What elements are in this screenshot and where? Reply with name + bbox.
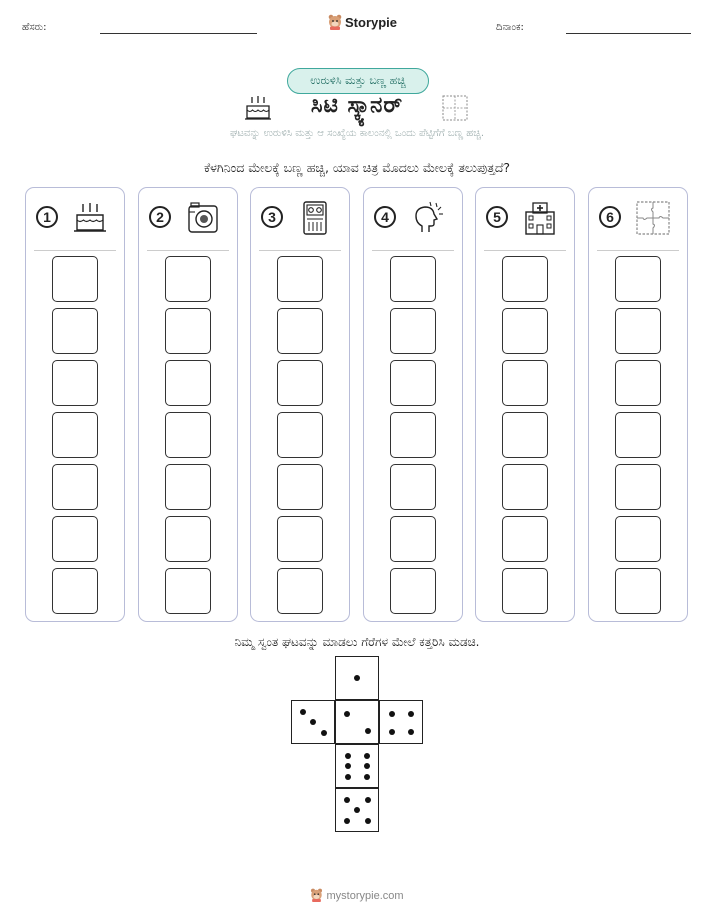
- color-box[interactable]: [277, 464, 323, 510]
- color-box[interactable]: [165, 568, 211, 614]
- pip: [310, 719, 316, 725]
- column-number: 6: [599, 206, 621, 228]
- date-label: ದಿನಾಂಕ:: [496, 22, 524, 33]
- color-box[interactable]: [390, 360, 436, 406]
- color-box[interactable]: [52, 568, 98, 614]
- color-box[interactable]: [52, 256, 98, 302]
- color-box[interactable]: [52, 308, 98, 354]
- camera-icon: [185, 200, 221, 236]
- color-box[interactable]: [615, 568, 661, 614]
- color-box[interactable]: [390, 464, 436, 510]
- color-box[interactable]: [390, 412, 436, 458]
- puzzle-icon: [635, 200, 671, 236]
- footer-url[interactable]: mystorypie.com: [326, 890, 404, 902]
- pip: [389, 729, 395, 735]
- pip: [345, 774, 351, 780]
- birthday-cake-icon: [72, 200, 108, 236]
- color-box[interactable]: [165, 412, 211, 458]
- worksheet-title: ಸಿಟಿ ಸ್ಕ್ಯಾನರ್: [310, 93, 404, 118]
- pip: [354, 675, 360, 681]
- color-box[interactable]: [165, 308, 211, 354]
- pip: [321, 730, 327, 736]
- pip: [389, 711, 395, 717]
- pip: [364, 753, 370, 759]
- footer: [0, 888, 714, 902]
- pip: [408, 729, 414, 735]
- die-face-1: [335, 656, 379, 700]
- worksheet-subtitle: ಘಟವನ್ನು ಉರುಳಿಸಿ ಮತ್ತು ಆ ಸಂಖ್ಯೆಯ ಕಾಲಂನಲ್ಲಿ ಒಂದು ಪೆಟ್ಟಿಗೆಗೆ ಬಣ್ಣ ಹಚ್ಚಿ.: [229, 128, 485, 139]
- column-divider: [147, 250, 229, 251]
- color-box[interactable]: [52, 360, 98, 406]
- color-box[interactable]: [390, 308, 436, 354]
- puzzle-icon: [442, 95, 468, 121]
- column-number: 1: [36, 206, 58, 228]
- die-instruction: ನಿಮ್ಮ ಸ್ವಂತ ಘಟವನ್ನು ಮಾಡಲು ಗೆರೆಗಳ ಮೇಲೆ ಕತ್ತರಿಸಿ ಮಡಚಿ.: [234, 635, 480, 649]
- column-2: [138, 187, 238, 622]
- column-1: [25, 187, 125, 622]
- pip: [365, 728, 371, 734]
- column-3: [250, 187, 350, 622]
- column-divider: [372, 250, 454, 251]
- column-divider: [484, 250, 566, 251]
- color-box[interactable]: [502, 308, 548, 354]
- color-box[interactable]: [277, 568, 323, 614]
- color-box[interactable]: [615, 464, 661, 510]
- color-box[interactable]: [615, 308, 661, 354]
- storypie-mascot-icon: [328, 14, 342, 30]
- storypie-mascot-icon: [310, 888, 323, 902]
- color-box[interactable]: [615, 516, 661, 562]
- pip: [344, 818, 350, 824]
- pip: [344, 797, 350, 803]
- color-box[interactable]: [502, 568, 548, 614]
- column-divider: [34, 250, 116, 251]
- die-face-3: [291, 700, 335, 744]
- pip: [364, 763, 370, 769]
- column-number: 5: [486, 206, 508, 228]
- brand-name: Storypie: [345, 14, 398, 30]
- color-box[interactable]: [502, 360, 548, 406]
- thinking-head-icon: [410, 200, 446, 236]
- pip: [365, 818, 371, 824]
- column-number: 3: [261, 206, 283, 228]
- pip: [345, 753, 351, 759]
- activity-badge: ಉರುಳಿಸಿ ಮತ್ತು ಬಣ್ಣ ಹಚ್ಚಿ: [287, 68, 429, 94]
- color-box[interactable]: [165, 516, 211, 562]
- color-box[interactable]: [165, 256, 211, 302]
- hospital-icon: [522, 200, 558, 236]
- die-face-6: [335, 744, 379, 788]
- column-divider: [259, 250, 341, 251]
- die-face-5: [335, 788, 379, 832]
- color-box[interactable]: [390, 256, 436, 302]
- color-box[interactable]: [502, 412, 548, 458]
- color-box[interactable]: [502, 256, 548, 302]
- color-box[interactable]: [52, 412, 98, 458]
- column-divider: [597, 250, 679, 251]
- color-box[interactable]: [165, 464, 211, 510]
- color-box[interactable]: [615, 360, 661, 406]
- color-box[interactable]: [277, 412, 323, 458]
- column-number: 4: [374, 206, 396, 228]
- color-box[interactable]: [52, 464, 98, 510]
- column-4: [363, 187, 463, 622]
- pip: [300, 709, 306, 715]
- die-face-2: [335, 700, 379, 744]
- pip: [344, 711, 350, 717]
- color-box[interactable]: [277, 360, 323, 406]
- pip: [354, 807, 360, 813]
- color-box[interactable]: [390, 568, 436, 614]
- die-face-4: [379, 700, 423, 744]
- color-box[interactable]: [277, 308, 323, 354]
- pip: [364, 774, 370, 780]
- color-box[interactable]: [615, 412, 661, 458]
- color-box[interactable]: [502, 516, 548, 562]
- worksheet-question: ಕೆಳಗಿನಿಂದ ಮೇಲಕ್ಕೆ ಬಣ್ಣ ಹಚ್ಚಿ, ಯಾವ ಚಿತ್ರ ಮೊದಲು ಮೇಲಕ್ಕೆ ತಲುಪುತ್ತದೆ?: [203, 160, 511, 175]
- color-box[interactable]: [390, 516, 436, 562]
- pip: [365, 797, 371, 803]
- name-label: ಹೆಸರು:: [22, 22, 47, 33]
- color-box[interactable]: [277, 516, 323, 562]
- color-box[interactable]: [52, 516, 98, 562]
- brand-logo: [328, 14, 397, 30]
- color-box[interactable]: [502, 464, 548, 510]
- column-6: [588, 187, 688, 622]
- color-box[interactable]: [277, 256, 323, 302]
- color-box[interactable]: [165, 360, 211, 406]
- column-number: 2: [149, 206, 171, 228]
- pip: [345, 763, 351, 769]
- cassette-player-icon: [297, 200, 333, 236]
- color-box[interactable]: [615, 256, 661, 302]
- pip: [408, 711, 414, 717]
- date-line[interactable]: [566, 33, 691, 34]
- column-5: [475, 187, 575, 622]
- name-line[interactable]: [100, 33, 257, 34]
